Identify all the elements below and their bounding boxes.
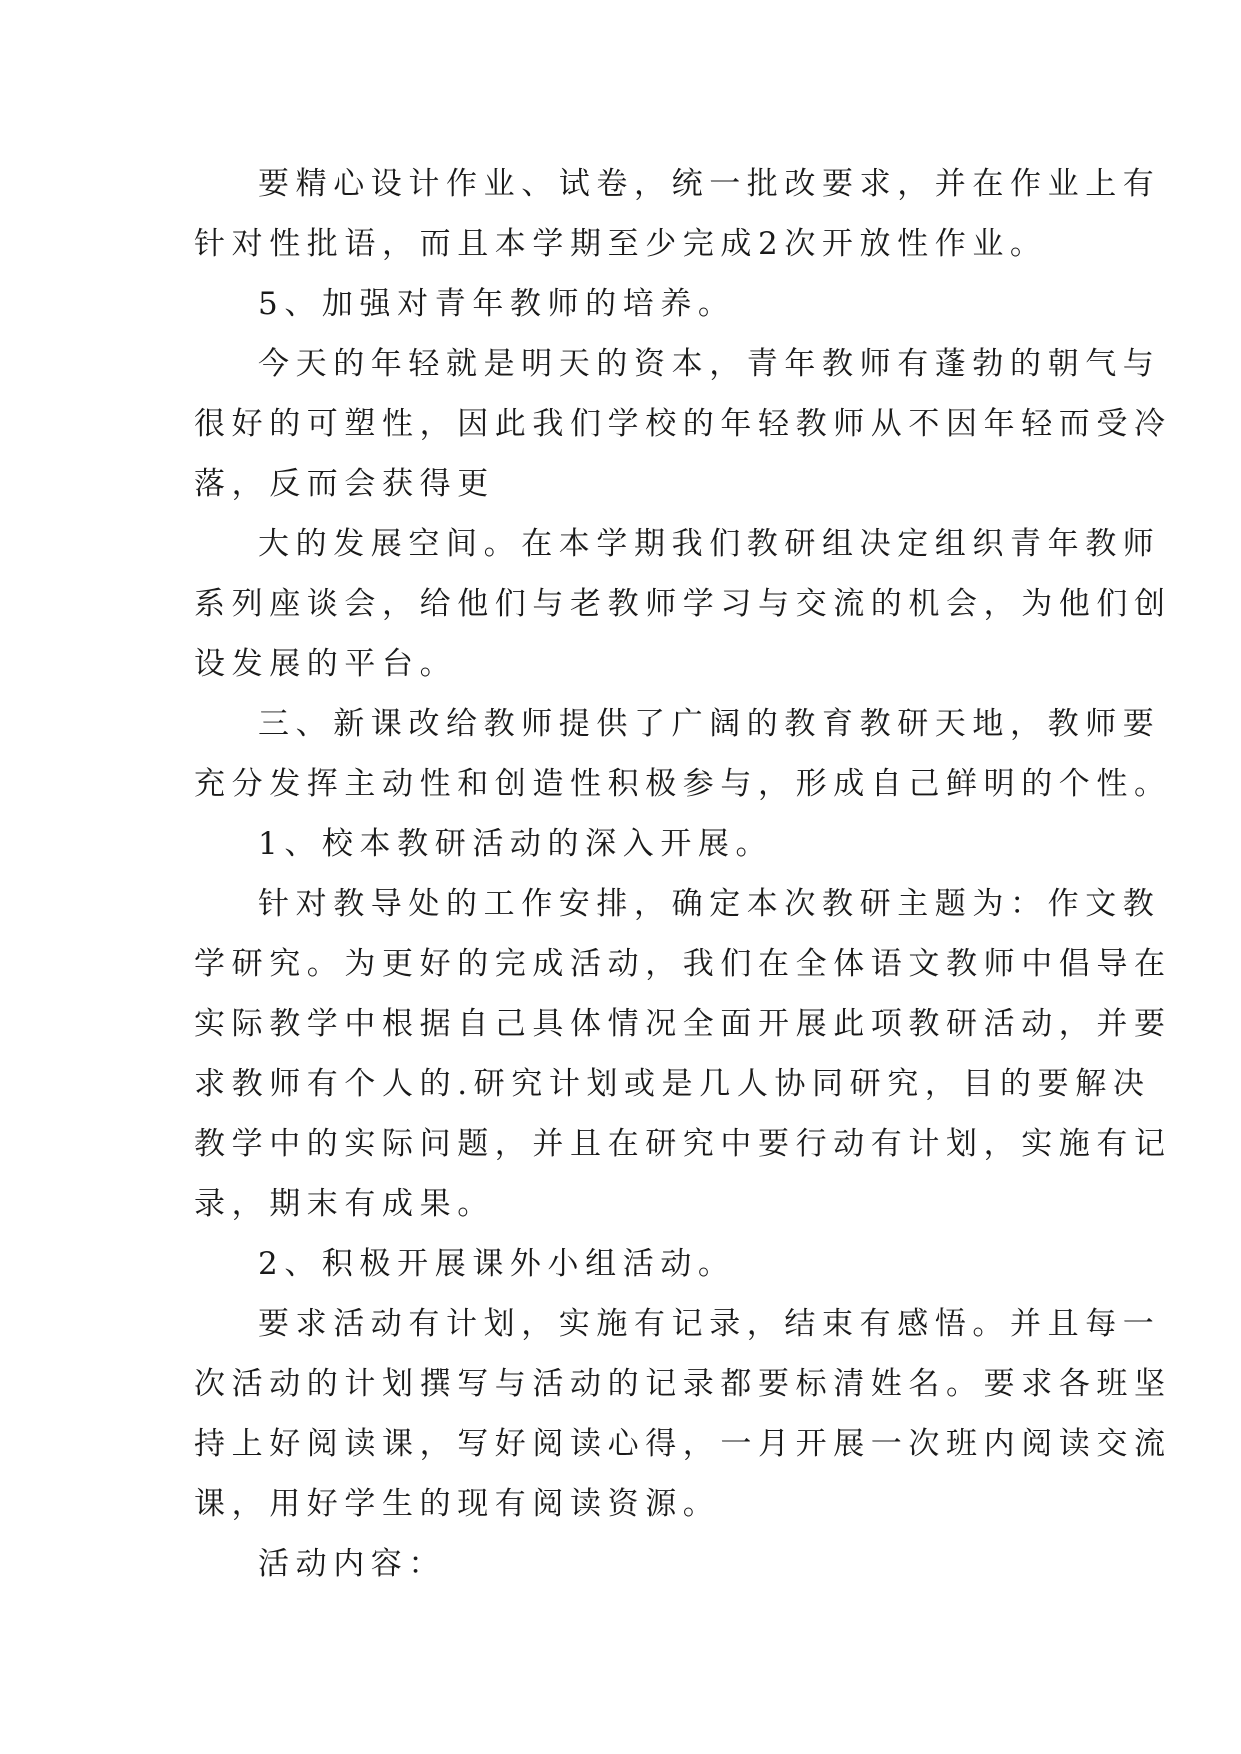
text-line: 充分发挥主动性和创造性积极参与，形成自己鲜明的个性。: [194, 766, 1172, 802]
text-line: 针对教导处的工作安排，确定本次教研主题为：作文教: [258, 886, 1161, 922]
text-line: 活动内容：: [258, 1546, 446, 1582]
text-line: 三、新课改给教师提供了广阔的教育教研天地，教师要: [258, 706, 1161, 742]
text-line: 学研究。为更好的完成活动，我们在全体语文教师中倡导在: [194, 946, 1172, 982]
text-line: 1、校本教研活动的深入开展。: [258, 826, 774, 862]
text-line: 录，期末有成果。: [194, 1186, 495, 1222]
text-line: 很好的可塑性，因此我们学校的年轻教师从不因年轻而受冷: [194, 406, 1172, 442]
text-line: 持上好阅读课，写好阅读心得，一月开展一次班内阅读交流: [194, 1426, 1172, 1462]
text-line: 课，用好学生的现有阅读资源。: [194, 1486, 721, 1522]
text-line: 今天的年轻就是明天的资本，青年教师有蓬勃的朝气与: [258, 346, 1161, 382]
text-line: 2、积极开展课外小组活动。: [258, 1246, 736, 1282]
text-line: 系列座谈会，给他们与老教师学习与交流的机会，为他们创: [194, 586, 1172, 622]
text-line: 教学中的实际问题，并且在研究中要行动有计划，实施有记: [194, 1126, 1172, 1162]
text-line: 求教师有个人的.研究计划或是几人协同研究，目的要解决: [194, 1066, 1151, 1102]
text-line: 设发展的平台。: [194, 646, 458, 682]
text-line: 落，反而会获得更: [194, 466, 495, 502]
text-line: 要精心设计作业、试卷，统一批改要求，并在作业上有: [258, 166, 1161, 202]
text-line: 5、加强对青年教师的培养。: [258, 286, 736, 322]
text-line: 大的发展空间。在本学期我们教研组决定组织青年教师: [258, 526, 1161, 562]
text-line: 次活动的计划撰写与活动的记录都要标清姓名。要求各班坚: [194, 1366, 1172, 1402]
text-line: 实际教学中根据自己具体情况全面开展此项教研活动，并要: [194, 1006, 1172, 1042]
text-line: 要求活动有计划，实施有记录，结束有感悟。并且每一: [258, 1306, 1161, 1342]
text-line: 针对性批语，而且本学期至少完成2次开放性作业。: [194, 226, 1048, 262]
